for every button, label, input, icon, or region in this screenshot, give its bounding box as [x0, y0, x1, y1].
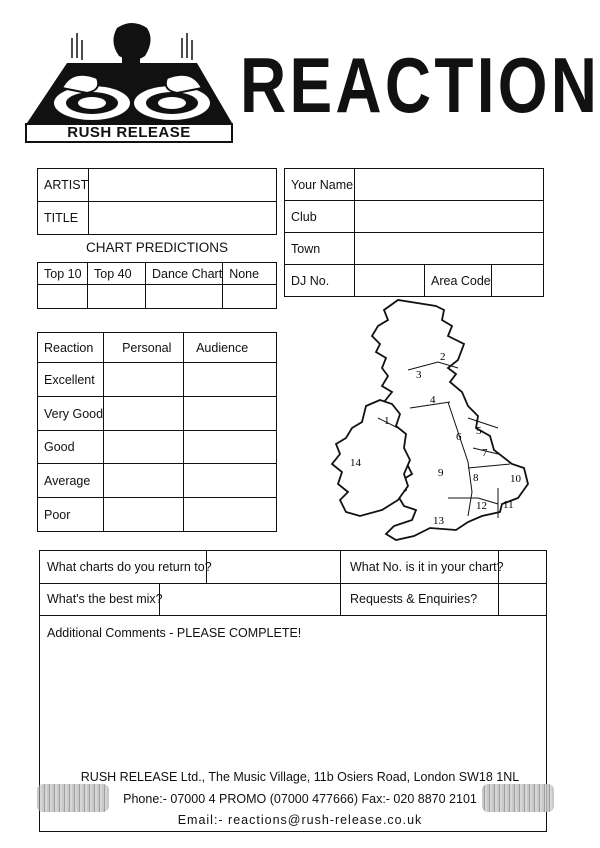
- row-poor: Poor: [38, 498, 104, 532]
- region-13-label: 13: [433, 515, 444, 527]
- region-1-label: 1: [384, 415, 390, 427]
- your-chart-no-label: What No. is it in your chart?: [350, 560, 504, 574]
- region-8-label: 8: [473, 472, 479, 484]
- club-field[interactable]: [355, 201, 544, 233]
- row-very-good: Very Good: [38, 397, 104, 431]
- personal-header: Personal: [104, 333, 184, 363]
- logo-text: RUSH RELEASE: [25, 123, 233, 143]
- title-field[interactable]: [89, 202, 277, 235]
- club-label: Club: [285, 201, 355, 233]
- footer-address: RUSH RELEASE Ltd., The Music Village, 11b Osiers Road, London SW18 1NL: [80, 770, 520, 784]
- reaction-header: Reaction: [38, 333, 104, 363]
- region-7-label: 7: [482, 447, 488, 459]
- town-field[interactable]: [355, 233, 544, 265]
- area-code-label: Area Code: [425, 265, 492, 297]
- average-personal[interactable]: [104, 464, 184, 498]
- region-9-label: 9: [438, 467, 444, 479]
- region-10-label: 10: [510, 473, 521, 485]
- track-info-table: [37, 168, 277, 235]
- comments-field[interactable]: [41, 645, 545, 760]
- requests-field[interactable]: [500, 585, 545, 613]
- artist-label: ARTIST: [38, 169, 89, 202]
- dj-no-label: DJ No.: [285, 265, 355, 297]
- dj-no-field[interactable]: [355, 265, 425, 297]
- none-checkbox[interactable]: [223, 285, 277, 309]
- row-average: Average: [38, 464, 104, 498]
- your-name-label: Your Name: [285, 169, 355, 201]
- audience-header: Audience: [184, 333, 277, 363]
- col-top40: Top 40: [88, 263, 146, 285]
- area-code-field[interactable]: [491, 265, 543, 297]
- chart-predictions-heading: CHART PREDICTIONS: [85, 240, 229, 255]
- excellent-audience[interactable]: [184, 363, 277, 397]
- your-name-field[interactable]: [355, 169, 544, 201]
- footer-phone: Phone:- 07000 4 PROMO (07000 477666) Fax:- 020 8870 2101: [123, 792, 477, 806]
- charts-return-field[interactable]: [208, 552, 338, 581]
- region-6-label: 6: [456, 431, 462, 443]
- best-mix-label: What's the best mix?: [47, 592, 163, 606]
- region-5-label: 5: [476, 425, 482, 437]
- best-mix-field[interactable]: [161, 585, 338, 613]
- chart-predictions-table: [37, 262, 277, 309]
- uk-region-map: [318, 298, 543, 548]
- page-title: REACTION: [240, 41, 600, 129]
- very-good-personal[interactable]: [104, 397, 184, 431]
- region-3-label: 3: [416, 369, 422, 381]
- artist-field[interactable]: [89, 169, 277, 202]
- region-4-label: 4: [430, 394, 436, 406]
- good-audience[interactable]: [184, 431, 277, 464]
- average-audience[interactable]: [184, 464, 277, 498]
- row-excellent: Excellent: [38, 363, 104, 397]
- dj-info-table: [284, 168, 544, 297]
- rush-release-logo: [22, 18, 237, 128]
- town-label: Town: [285, 233, 355, 265]
- charts-return-label: What charts do you return to?: [47, 560, 212, 574]
- row-good: Good: [38, 431, 104, 464]
- col-dance-chart: Dance Chart: [146, 263, 223, 285]
- comments-label: Additional Comments - PLEASE COMPLETE!: [47, 626, 302, 640]
- your-chart-no-field[interactable]: [500, 552, 545, 581]
- region-11-label: 11: [503, 499, 514, 511]
- reaction-table: [37, 332, 277, 532]
- footer-email[interactable]: Email:- reactions@rush-release.co.uk: [177, 813, 423, 827]
- title-label: TITLE: [38, 202, 89, 235]
- requests-label: Requests & Enquiries?: [350, 592, 478, 606]
- very-good-audience[interactable]: [184, 397, 277, 431]
- good-personal[interactable]: [104, 431, 184, 464]
- region-2-label: 2: [440, 351, 446, 363]
- top40-checkbox[interactable]: [88, 285, 146, 309]
- col-top10: Top 10: [38, 263, 88, 285]
- region-12-label: 12: [476, 500, 487, 512]
- poor-personal[interactable]: [104, 498, 184, 532]
- excellent-personal[interactable]: [104, 363, 184, 397]
- col-none: None: [223, 263, 277, 285]
- region-14-label: 14: [350, 457, 361, 469]
- top10-checkbox[interactable]: [38, 285, 88, 309]
- dance-chart-checkbox[interactable]: [146, 285, 223, 309]
- poor-audience[interactable]: [184, 498, 277, 532]
